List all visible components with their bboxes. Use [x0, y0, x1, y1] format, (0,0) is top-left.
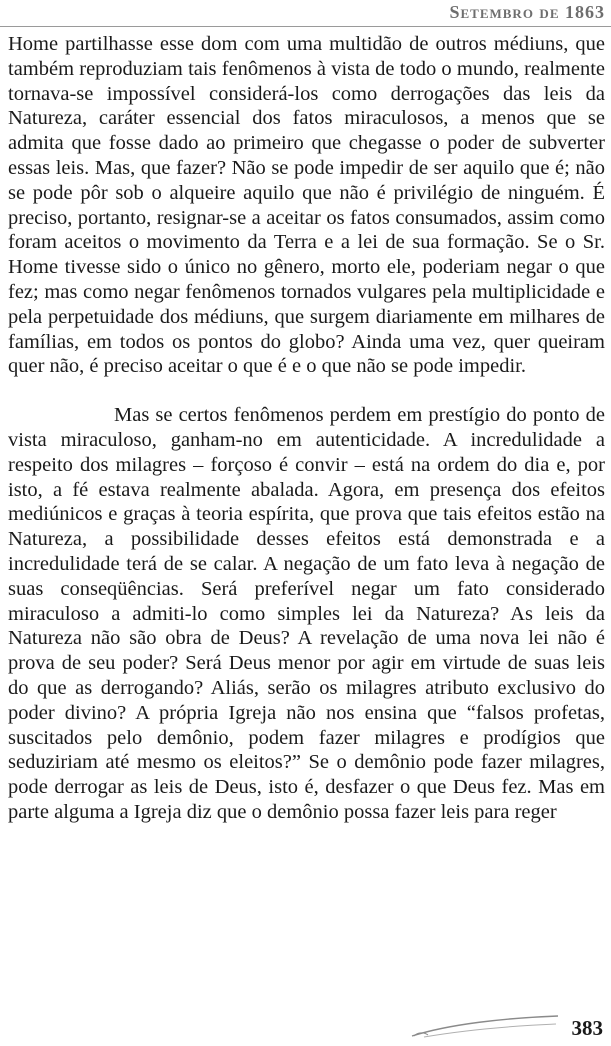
running-header: Setembro de 1863	[449, 2, 605, 22]
page-body-text	[8, 32, 605, 825]
page-number: 383	[571, 1016, 603, 1040]
paragraph-2: Mas se certos fenômenos perdem em prestígio do ponto de vista miraculoso, ganham-no em autenticidade. A incredulidade a respeito dos milagres – forçoso é convir – está na ordem do dia e, por isto, a fé estava realmente abalada. Agora, em presença dos efeitos mediúnicos e graças à teoria espírita, que prova que tais efeitos estão na Natureza, a possibilidade desses efeitos está demonstrada e a incredulidade terá de se calar. A negação de um fato leva à negação de suas conseqüências. Será preferível negar um fato considerado miraculoso a admiti-lo como simples lei da Natureza? As leis da Natureza não são obra de Deus? A revelação de uma nova lei não é prova de seu poder? Será Deus menor por agir em virtude de suas leis do que as derrogando? Aliás, serão os milagres atributo exclusivo do poder divino? A própria Igreja não nos ensina que “falsos profetas, suscitados pelo demônio, podem fazer milagres e prodígios que seduziriam até mesmo os eleitos?” Se o demônio pode fazer milagres, pode derrogar as leis de Deus, isto é, desfazer o que Deus fez. Mas em parte alguma a Igreja diz que o demônio possa fazer leis para reger	[8, 404, 605, 823]
paragraph-1: Home partilhasse esse dom com uma multidão de outros médiuns, que também reproduziam tais fenômenos à vista de todo o mundo, realmente tornava-se impossível considerá-los como derrogações das leis da Natureza, caráter essencial dos fatos miraculosos, a menos que se admita que fosse dado ao primeiro que chegasse o poder de subverter essas leis. Mas, que fazer? Não se pode impedir de ser aquilo que é; não se pode pôr sob o alqueire aquilo que não é privilégio de ninguém. É preciso, portanto, resignar-se a aceitar os fatos consumados, assim como foram aceitos o movimento da Terra e a lei de sua formação. Se o Sr. Home tivesse sido o único no gênero, morto ele, poderiam negar o que fez; mas como negar fenômenos tornados vulgares pela multiplicidade e pela perpetuidade dos médiuns, que surgem diariamente em milhares de famílias, em todos os pontos do globo? Ainda uma vez, quer queiram quer não, é preciso aceitar o que é e o que não se pode impedir.	[8, 33, 605, 378]
page-footer	[0, 1006, 611, 1046]
header-divider	[0, 26, 611, 27]
swash-ornament-icon	[410, 1010, 560, 1040]
